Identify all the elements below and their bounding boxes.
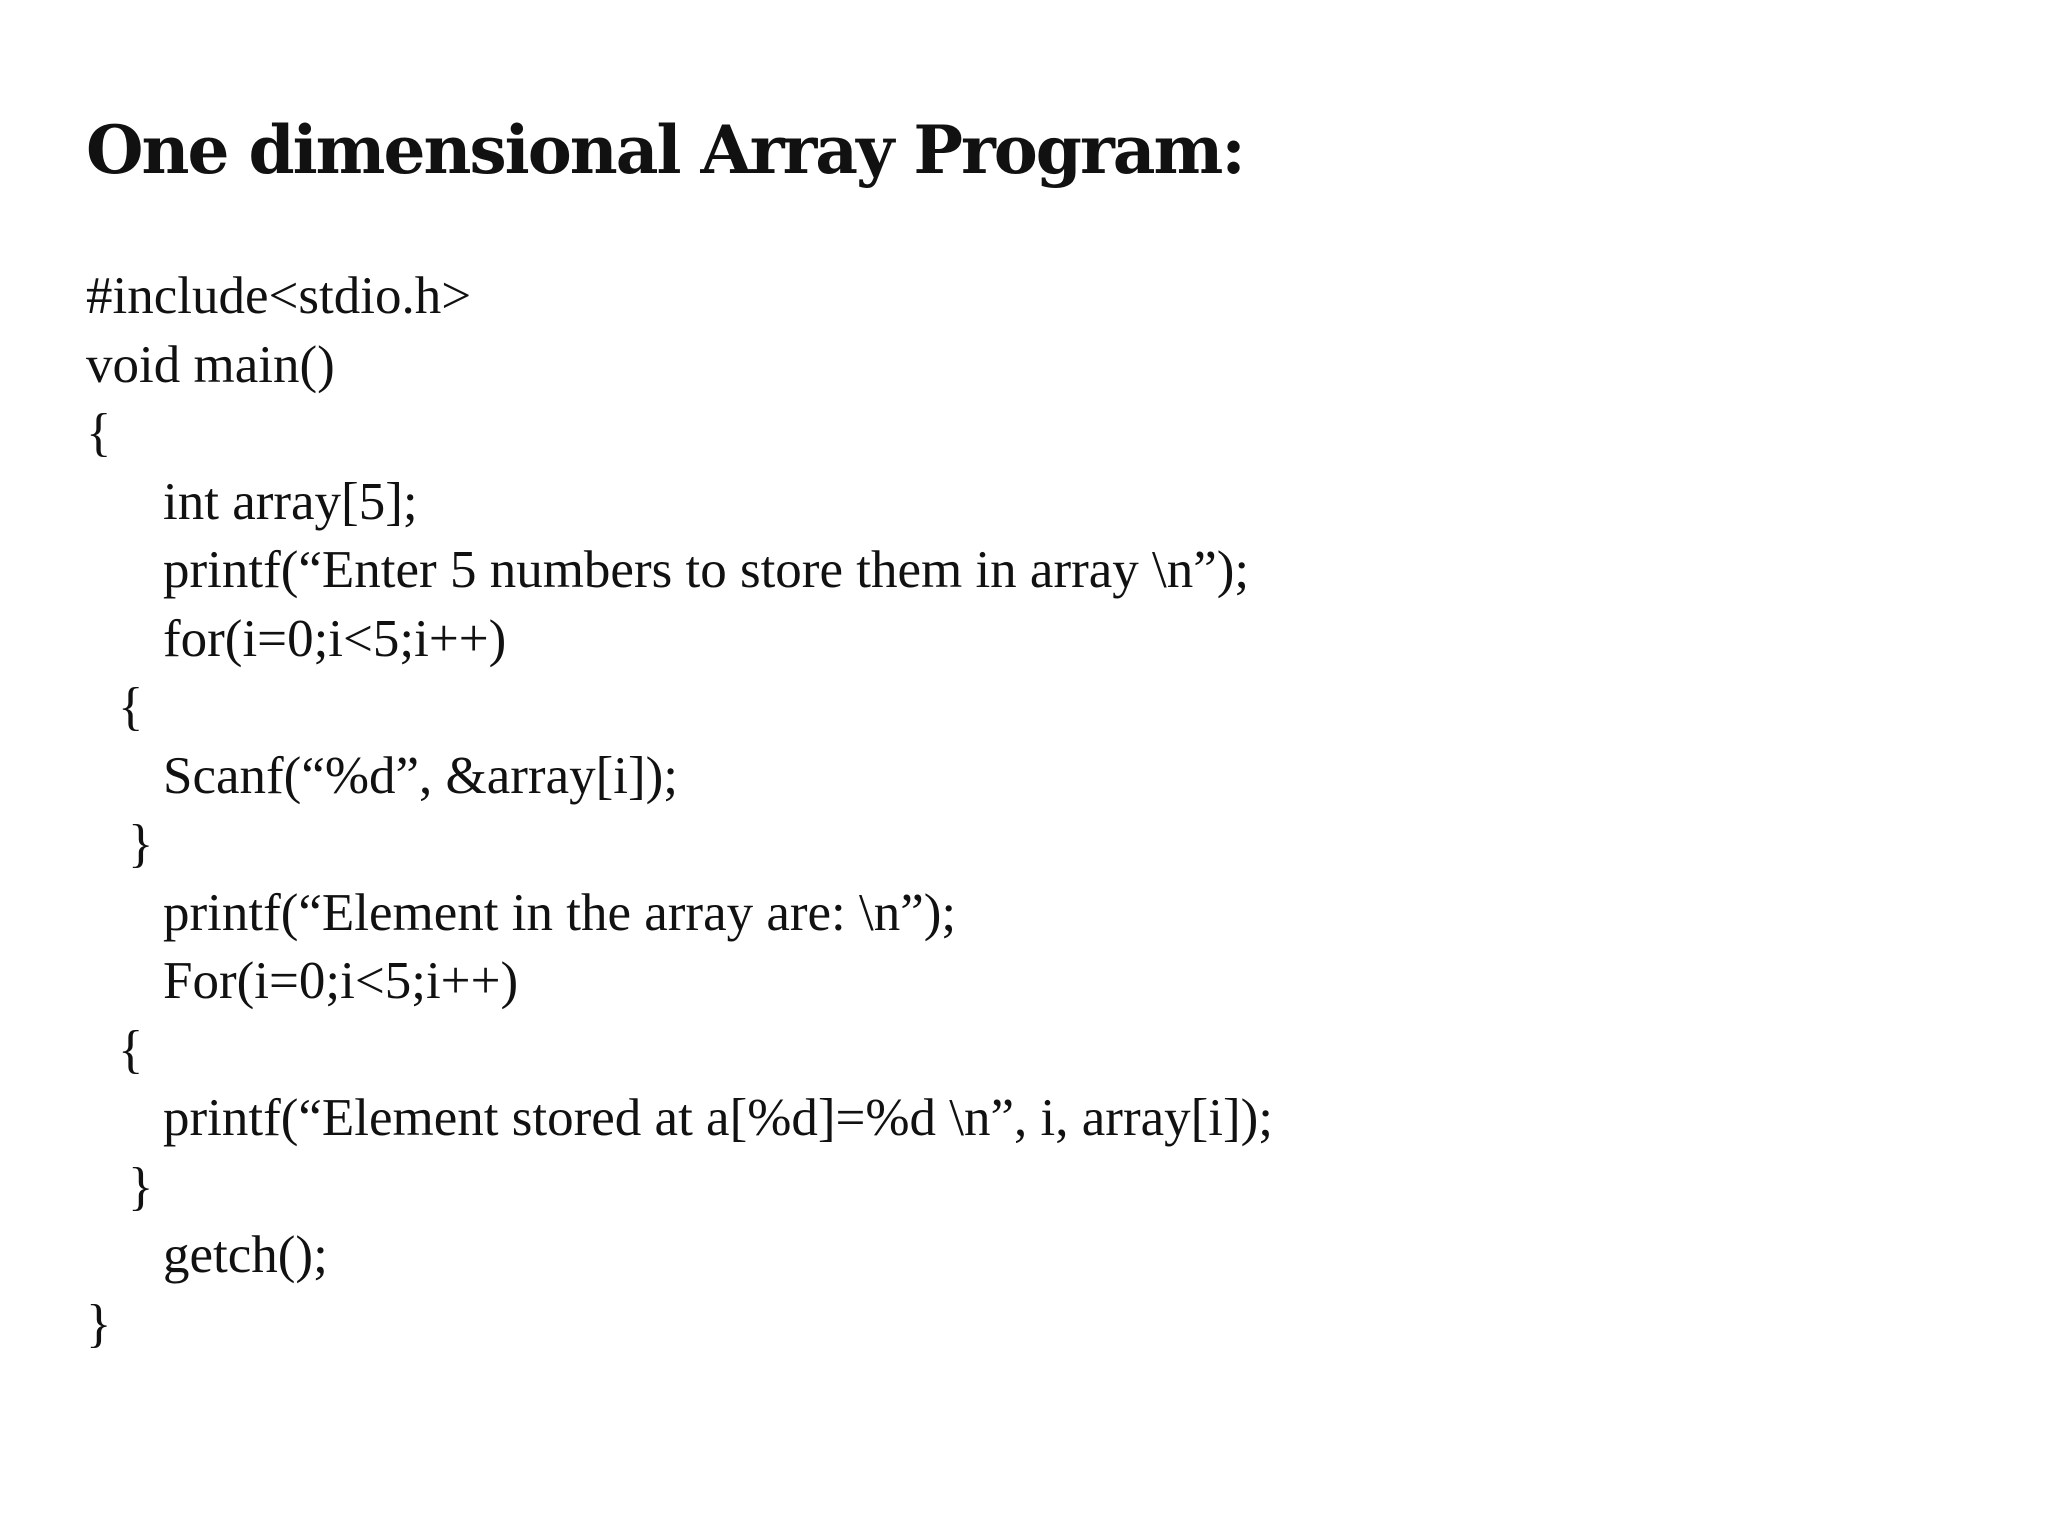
code-line: int array[5]; (163, 472, 418, 531)
code-line: void main() (86, 335, 335, 394)
code-line: printf(“Element in the array are: \n”); (163, 883, 957, 942)
slide-title: One dimensional Array Program: (86, 111, 1244, 189)
code-line: { (86, 404, 112, 462)
code-line: For(i=0;i<5;i++) (163, 952, 519, 1010)
code-line: for(i=0;i<5;i++) (163, 609, 507, 668)
code-line: } (86, 1294, 112, 1353)
code-line: } (128, 1157, 154, 1216)
code-line: } (128, 815, 154, 873)
code-line: printf(“Enter 5 numbers to store them in array \n”); (163, 541, 1250, 599)
code-line: getch(); (163, 1226, 328, 1284)
code-line: printf(“Element stored at a[%d]=%d \n”, i, array[i]); (163, 1089, 1274, 1147)
code-line: Scanf(“%d”, &array[i]); (163, 746, 678, 805)
code-block (86, 262, 1273, 1358)
code-line: #include<stdio.h> (86, 267, 472, 325)
code-line: { (118, 678, 144, 736)
code-line: { (118, 1020, 144, 1079)
